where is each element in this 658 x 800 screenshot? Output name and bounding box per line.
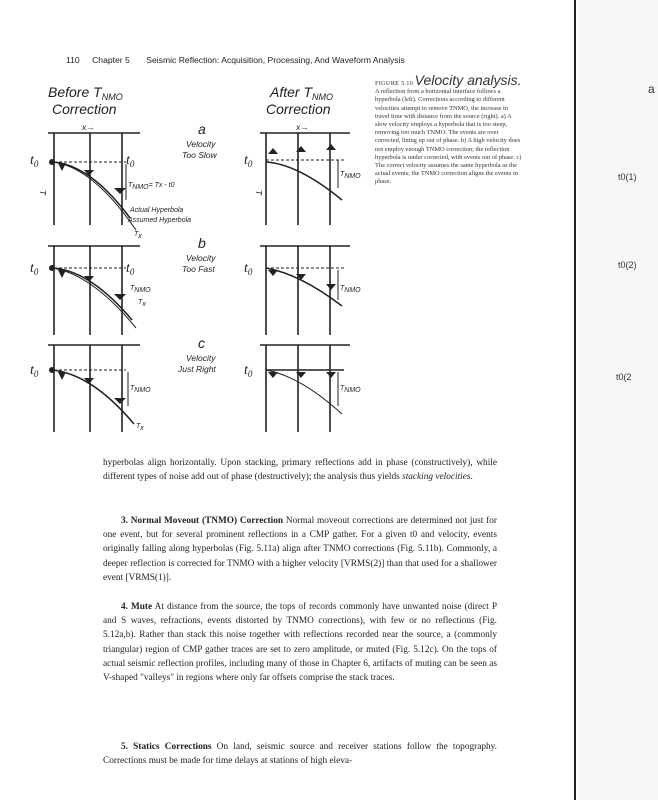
svg-text:TNMO: TNMO: [340, 171, 361, 180]
facing-label-t01: t0(1): [618, 172, 637, 182]
panel-a-label: [182, 121, 218, 160]
paragraph-stacking: hyperbolas align horizontally. Upon stacking, primary reflections add in phase (constructively), while different types of noise add out of phase (destructively); the analysis thus yields stacking velocities.: [103, 458, 497, 483]
svg-text:Too Slow: Too Slow: [182, 150, 217, 160]
right-column-title: [266, 84, 333, 117]
svg-text:T: T: [38, 190, 48, 196]
svg-text:Actual Hyperbola: Actual Hyperbola: [130, 207, 184, 214]
caption-label: FIGURE 5.10: [375, 80, 414, 87]
section-heading: 4. Mute: [121, 602, 153, 612]
panel-b-after: [244, 246, 361, 335]
chapter-label: Chapter 5: [92, 55, 130, 65]
svg-text:b: b: [198, 235, 206, 251]
svg-text:t0: $t_0$: [126, 153, 135, 169]
svg-text:t0: $t_0$: [30, 363, 39, 379]
svg-text:T: T: [254, 190, 264, 196]
svg-text:Velocity: Velocity: [186, 253, 216, 263]
panel-c-after: [244, 345, 361, 432]
svg-text:t0: $t_0$: [244, 261, 253, 277]
svg-text:Correction: Correction: [52, 101, 117, 117]
svg-text:Velocity: Velocity: [186, 353, 216, 363]
page-gutter: [574, 0, 576, 800]
left-column-title: [48, 84, 123, 117]
svg-text:x→: x→: [82, 122, 95, 132]
svg-text:x→: x→: [296, 122, 309, 132]
svg-text:Tx: Tx: [138, 299, 146, 308]
facing-page-fragment: [578, 0, 658, 800]
section-statics: 5. Statics Corrections On land, seismic source and receiver stations follow the topography. Corrections must be made for time delays at stations of high eleva-: [103, 742, 498, 767]
panel-b-label: [182, 235, 216, 274]
panel-c-before: [30, 345, 151, 432]
section-heading: 5. Statics Corrections: [121, 742, 212, 752]
panel-a-after: [244, 122, 361, 225]
panel-a-before: [30, 122, 191, 240]
svg-text:TNMO= Tx - t0: TNMO= Tx - t0: [128, 182, 175, 191]
panel-c-label: [177, 335, 216, 374]
facing-panel-letter: a: [648, 82, 655, 96]
svg-text:Tx: Tx: [136, 423, 144, 432]
svg-text:Assumed Hyperbola: Assumed Hyperbola: [128, 217, 192, 224]
svg-text:TNMO: TNMO: [340, 385, 361, 394]
svg-text:Velocity: Velocity: [186, 139, 216, 149]
figure-5-10: [30, 80, 370, 450]
page-number: 110: [66, 55, 80, 65]
svg-text:t0: $t_0$: [30, 153, 39, 169]
running-header: [66, 55, 405, 65]
svg-text:Too Fast: Too Fast: [182, 264, 215, 274]
svg-text:t0: $t_0$: [30, 261, 39, 277]
section-nmo-correction: 3. Normal Moveout (TNMO) Correction Normal moveout corrections are determined not just for one event, but for several prominent reflections in a CMP gather. For a given t0 and velocity, events originally falling along hyperbolas (Fig. 5.11a) align after TNMO corrections (Fig. 5.11b). Commonly, a deeper reflection is corrected for TNMO with a higher velocity [VRMS(2)] than that used for a shallower event [VRMS(1)].: [103, 516, 497, 583]
svg-text:t0: $t_0$: [126, 261, 135, 277]
svg-text:c: c: [198, 335, 205, 351]
svg-text:TNMO: TNMO: [130, 285, 151, 294]
section-heading: 3. Normal Moveout (TNMO) Correction: [121, 516, 284, 526]
facing-label-t02b: t0(2: [616, 372, 632, 382]
svg-text:After TNMO: After $T_{NMO}$: [270, 84, 334, 102]
panel-b-before: [30, 246, 151, 335]
svg-text:t0: $t_0$: [244, 153, 253, 169]
caption-title: Velocity analysis.: [414, 72, 522, 88]
svg-text:Tx: Tx: [134, 231, 142, 240]
svg-text:Just Right: Just Right: [178, 364, 216, 374]
running-title: Seismic Reflection: Acquisition, Processing, And Waveform Analysis: [146, 55, 405, 65]
facing-label-t02: t0(2): [618, 260, 637, 270]
svg-text:a: a: [198, 121, 206, 137]
svg-text:Before TNMO: Before $T_{NMO}$: [48, 84, 123, 102]
svg-text:t0: $t_0$: [244, 363, 253, 379]
section-mute: 4. Mute At distance from the source, the tops of records commonly have unwanted noise (direct P and S waves, refractions, events distorted by TNMO corrections), with few or no reflections (Fig. 5.12a,b). Rather than stack this noise together with reflections recorded near the source, a (commonly triangular) region of CMP gather traces are set to zero amplitude, or muted (Fig. 5.12c). On the tops of actual seismic reflection profiles, including many of those in Chapter 6, artifacts of muting can be seen as V-shaped "valleys" in regions where only far offsets comprise the stack traces.: [103, 602, 497, 684]
caption-text: A reflection from a horizontal interface follows a hyperbola (left). Corrections according to different velocities attempt to remove TNMO, the increase in travel time with distance from the source (right). a) A slow velocity employs a hyperbola that is too steep, removing too much TNMO. The events are over corrected, lining up out of phase. b) A high velocity does not employ enough TNMO correction; the reflection hyperbola is under corrected, with events out of phase. c) The correct velocity assumes the same hyperbola as the actual events; the TNMO correction aligns the events in phase.: [375, 88, 522, 186]
svg-text:TNMO: TNMO: [130, 385, 151, 394]
figure-caption: [375, 72, 523, 187]
svg-text:TNMO: TNMO: [340, 285, 361, 294]
svg-text:Correction: Correction: [266, 101, 331, 117]
